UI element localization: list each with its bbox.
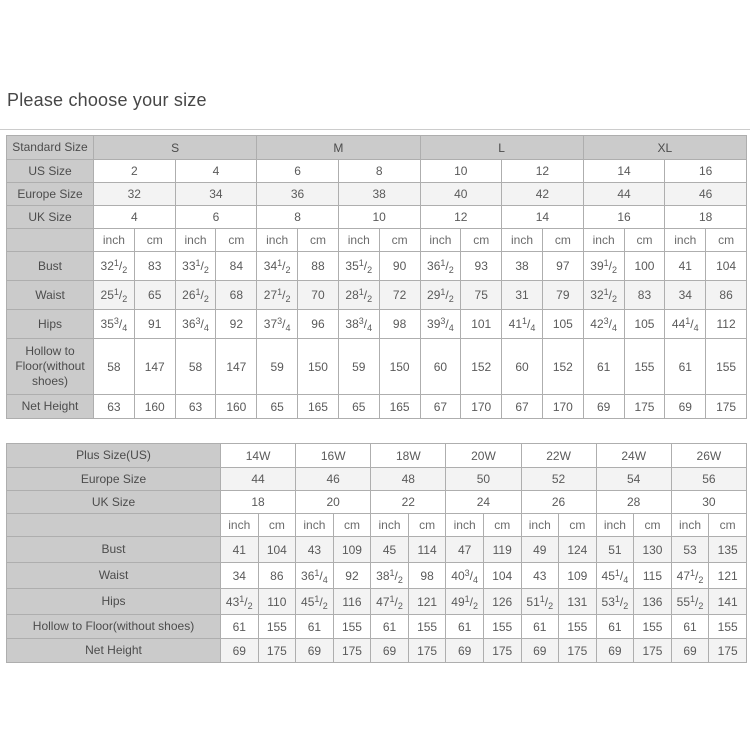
- value-cell: $25^1/_2$: [94, 281, 135, 310]
- value-cell: 115: [634, 563, 672, 589]
- row-label: Bust: [7, 537, 221, 563]
- value-cell: $45^1/_2$: [296, 589, 334, 615]
- value-cell: 109: [559, 563, 597, 589]
- value-cell: 116: [333, 589, 371, 615]
- value-cell: 160: [216, 395, 257, 419]
- value-cell: 61: [371, 615, 409, 639]
- unit-cell: inch: [94, 229, 135, 252]
- value-cell: 69: [583, 395, 624, 419]
- value-cell: 60: [420, 339, 461, 395]
- value-cell: 175: [483, 639, 521, 663]
- unit-cell: cm: [559, 514, 597, 537]
- value-cell: 69: [521, 639, 559, 663]
- value-cell: $39^1/_2$: [583, 252, 624, 281]
- measurement-row: [7, 615, 747, 639]
- value-cell: 136: [634, 589, 672, 615]
- value-cell: $38^1/_2$: [371, 563, 409, 589]
- unit-cell: cm: [408, 514, 446, 537]
- size-group-header: S: [94, 136, 257, 160]
- value-cell: $44^1/_4$: [665, 310, 706, 339]
- value-cell: 124: [559, 537, 597, 563]
- unit-cell: inch: [671, 514, 709, 537]
- row-label: UK Size: [7, 491, 221, 514]
- value-cell: 147: [134, 339, 175, 395]
- value-cell: $38^3/_4$: [338, 310, 379, 339]
- size-cell: 26: [521, 491, 596, 514]
- value-cell: 112: [706, 310, 747, 339]
- size-cell: 20: [296, 491, 371, 514]
- value-cell: $26^1/_2$: [175, 281, 216, 310]
- size-cell: 10: [420, 160, 502, 183]
- unit-cell: inch: [338, 229, 379, 252]
- value-cell: 150: [379, 339, 420, 395]
- value-cell: 67: [420, 395, 461, 419]
- value-cell: 110: [258, 589, 296, 615]
- value-cell: 104: [706, 252, 747, 281]
- size-row: [7, 183, 747, 206]
- value-cell: 141: [709, 589, 747, 615]
- row-label: Net Height: [7, 639, 221, 663]
- unit-cell: cm: [379, 229, 420, 252]
- value-cell: 41: [221, 537, 259, 563]
- value-cell: 61: [583, 339, 624, 395]
- value-cell: $33^1/_2$: [175, 252, 216, 281]
- value-cell: 155: [483, 615, 521, 639]
- value-cell: 67: [502, 395, 543, 419]
- unit-cell: cm: [333, 514, 371, 537]
- row-label: UK Size: [7, 206, 94, 229]
- value-cell: 60: [502, 339, 543, 395]
- value-cell: $39^3/_4$: [420, 310, 461, 339]
- size-cell: 8: [257, 206, 339, 229]
- value-cell: 175: [709, 639, 747, 663]
- value-cell: 86: [258, 563, 296, 589]
- measurement-row: [7, 252, 747, 281]
- value-cell: 175: [634, 639, 672, 663]
- size-cell: 30: [671, 491, 746, 514]
- standard-size-table: [6, 135, 747, 419]
- value-cell: 72: [379, 281, 420, 310]
- value-cell: 83: [134, 252, 175, 281]
- unit-cell: inch: [371, 514, 409, 537]
- value-cell: 84: [216, 252, 257, 281]
- value-cell: 61: [671, 615, 709, 639]
- value-cell: 126: [483, 589, 521, 615]
- measurement-row: [7, 339, 747, 395]
- measurement-row: [7, 395, 747, 419]
- size-cell: 16: [665, 160, 747, 183]
- value-cell: 61: [665, 339, 706, 395]
- value-cell: 104: [258, 537, 296, 563]
- size-cell: 44: [221, 468, 296, 491]
- value-cell: 152: [542, 339, 583, 395]
- size-cell: 28: [596, 491, 671, 514]
- value-cell: 104: [483, 563, 521, 589]
- value-cell: $41^1/_4$: [502, 310, 543, 339]
- value-cell: 43: [296, 537, 334, 563]
- value-cell: 61: [221, 615, 259, 639]
- size-group-header: 16W: [296, 444, 371, 468]
- value-cell: 165: [379, 395, 420, 419]
- value-cell: 90: [379, 252, 420, 281]
- size-cell: 50: [446, 468, 521, 491]
- unit-cell: inch: [257, 229, 298, 252]
- size-group-header: 20W: [446, 444, 521, 468]
- size-cell: 34: [175, 183, 257, 206]
- value-cell: $32^1/_2$: [94, 252, 135, 281]
- unit-cell: cm: [258, 514, 296, 537]
- size-cell: 10: [338, 206, 420, 229]
- unit-cell: cm: [706, 229, 747, 252]
- value-cell: $55^1/_2$: [671, 589, 709, 615]
- size-group-header: 24W: [596, 444, 671, 468]
- value-cell: 101: [461, 310, 502, 339]
- unit-cell: inch: [420, 229, 461, 252]
- value-cell: 114: [408, 537, 446, 563]
- table-corner-label: Plus Size(US): [7, 444, 221, 468]
- value-cell: $40^3/_4$: [446, 563, 484, 589]
- value-cell: 152: [461, 339, 502, 395]
- value-cell: 49: [521, 537, 559, 563]
- value-cell: 83: [624, 281, 665, 310]
- value-cell: 69: [371, 639, 409, 663]
- value-cell: 59: [338, 339, 379, 395]
- value-cell: 69: [596, 639, 634, 663]
- value-cell: 70: [298, 281, 339, 310]
- value-cell: 121: [709, 563, 747, 589]
- unit-row: [7, 229, 747, 252]
- unit-row-label: [7, 229, 94, 252]
- value-cell: $42^3/_4$: [583, 310, 624, 339]
- size-cell: 12: [502, 160, 584, 183]
- size-group-header: 14W: [221, 444, 296, 468]
- size-cell: 46: [296, 468, 371, 491]
- value-cell: 61: [446, 615, 484, 639]
- value-cell: 63: [175, 395, 216, 419]
- value-cell: 68: [216, 281, 257, 310]
- value-cell: 92: [216, 310, 257, 339]
- row-label: Bust: [7, 252, 94, 281]
- value-cell: $51^1/_2$: [521, 589, 559, 615]
- value-cell: $29^1/_2$: [420, 281, 461, 310]
- value-cell: $49^1/_2$: [446, 589, 484, 615]
- value-cell: $53^1/_2$: [596, 589, 634, 615]
- value-cell: 59: [257, 339, 298, 395]
- value-cell: 75: [461, 281, 502, 310]
- size-cell: 36: [257, 183, 339, 206]
- value-cell: 86: [706, 281, 747, 310]
- value-cell: 105: [624, 310, 665, 339]
- unit-cell: cm: [134, 229, 175, 252]
- value-cell: 155: [333, 615, 371, 639]
- value-cell: 121: [408, 589, 446, 615]
- value-cell: 69: [665, 395, 706, 419]
- value-cell: 135: [709, 537, 747, 563]
- size-cell: 40: [420, 183, 502, 206]
- value-cell: 92: [333, 563, 371, 589]
- size-cell: 18: [221, 491, 296, 514]
- value-cell: 65: [257, 395, 298, 419]
- value-cell: $43^1/_2$: [221, 589, 259, 615]
- value-cell: 91: [134, 310, 175, 339]
- value-cell: 175: [408, 639, 446, 663]
- page-title: Please choose your size: [7, 90, 207, 110]
- value-cell: 170: [461, 395, 502, 419]
- value-cell: 47: [446, 537, 484, 563]
- value-cell: 58: [94, 339, 135, 395]
- value-cell: 38: [502, 252, 543, 281]
- value-cell: 93: [461, 252, 502, 281]
- value-cell: 61: [596, 615, 634, 639]
- value-cell: 31: [502, 281, 543, 310]
- value-cell: 155: [408, 615, 446, 639]
- value-cell: $47^1/_2$: [371, 589, 409, 615]
- value-cell: 147: [216, 339, 257, 395]
- unit-cell: cm: [624, 229, 665, 252]
- size-cell: 8: [338, 160, 420, 183]
- unit-cell: inch: [221, 514, 259, 537]
- header-row: [7, 136, 747, 160]
- value-cell: 175: [258, 639, 296, 663]
- row-label: Waist: [7, 281, 94, 310]
- value-cell: 63: [94, 395, 135, 419]
- unit-row: [7, 514, 747, 537]
- value-cell: 58: [175, 339, 216, 395]
- row-label: Hollow to Floor(without shoes): [7, 339, 94, 395]
- size-cell: 48: [371, 468, 446, 491]
- value-cell: 65: [134, 281, 175, 310]
- unit-cell: inch: [502, 229, 543, 252]
- value-cell: 155: [709, 615, 747, 639]
- value-cell: $35^3/_4$: [94, 310, 135, 339]
- unit-cell: cm: [542, 229, 583, 252]
- value-cell: 97: [542, 252, 583, 281]
- unit-cell: cm: [634, 514, 672, 537]
- unit-row-label: [7, 514, 221, 537]
- size-cell: 32: [94, 183, 176, 206]
- value-cell: 155: [634, 615, 672, 639]
- value-cell: $36^3/_4$: [175, 310, 216, 339]
- value-cell: $34^1/_2$: [257, 252, 298, 281]
- row-label: Hips: [7, 589, 221, 615]
- unit-cell: cm: [298, 229, 339, 252]
- value-cell: 175: [333, 639, 371, 663]
- row-label: Waist: [7, 563, 221, 589]
- size-cell: 22: [371, 491, 446, 514]
- size-group-header: 22W: [521, 444, 596, 468]
- value-cell: 41: [665, 252, 706, 281]
- value-cell: 100: [624, 252, 665, 281]
- value-cell: 79: [542, 281, 583, 310]
- value-cell: 155: [559, 615, 597, 639]
- value-cell: 175: [706, 395, 747, 419]
- value-cell: 69: [221, 639, 259, 663]
- table-corner-label: Standard Size: [7, 136, 94, 160]
- value-cell: 119: [483, 537, 521, 563]
- value-cell: 165: [298, 395, 339, 419]
- value-cell: $28^1/_2$: [338, 281, 379, 310]
- value-cell: $47^1/_2$: [671, 563, 709, 589]
- value-cell: $35^1/_2$: [338, 252, 379, 281]
- value-cell: 130: [634, 537, 672, 563]
- size-cell: 14: [583, 160, 665, 183]
- value-cell: 96: [298, 310, 339, 339]
- value-cell: 88: [298, 252, 339, 281]
- row-label: US Size: [7, 160, 94, 183]
- size-cell: 54: [596, 468, 671, 491]
- size-row: [7, 160, 747, 183]
- size-group-header: M: [257, 136, 420, 160]
- value-cell: 155: [706, 339, 747, 395]
- size-cell: 4: [94, 206, 176, 229]
- unit-cell: inch: [665, 229, 706, 252]
- measurement-row: [7, 589, 747, 615]
- value-cell: 98: [408, 563, 446, 589]
- value-cell: 69: [671, 639, 709, 663]
- row-label: Europe Size: [7, 183, 94, 206]
- value-cell: 98: [379, 310, 420, 339]
- value-cell: 69: [446, 639, 484, 663]
- size-cell: 24: [446, 491, 521, 514]
- size-cell: 18: [665, 206, 747, 229]
- unit-cell: cm: [461, 229, 502, 252]
- value-cell: 34: [665, 281, 706, 310]
- size-cell: 16: [583, 206, 665, 229]
- size-row: [7, 468, 747, 491]
- unit-cell: inch: [583, 229, 624, 252]
- value-cell: 45: [371, 537, 409, 563]
- value-cell: $32^1/_2$: [583, 281, 624, 310]
- value-cell: 175: [559, 639, 597, 663]
- size-cell: 14: [502, 206, 584, 229]
- size-cell: 38: [338, 183, 420, 206]
- size-row: [7, 206, 747, 229]
- size-cell: 12: [420, 206, 502, 229]
- unit-cell: inch: [521, 514, 559, 537]
- unit-cell: inch: [175, 229, 216, 252]
- header-row: [7, 444, 747, 468]
- divider: [0, 129, 750, 130]
- row-label: Net Height: [7, 395, 94, 419]
- value-cell: 109: [333, 537, 371, 563]
- value-cell: 105: [542, 310, 583, 339]
- value-cell: 175: [624, 395, 665, 419]
- value-cell: 150: [298, 339, 339, 395]
- measurement-row: [7, 639, 747, 663]
- size-cell: 42: [502, 183, 584, 206]
- value-cell: $27^1/_2$: [257, 281, 298, 310]
- row-label: Hollow to Floor(without shoes): [7, 615, 221, 639]
- measurement-row: [7, 281, 747, 310]
- value-cell: $36^1/_4$: [296, 563, 334, 589]
- size-cell: 4: [175, 160, 257, 183]
- size-cell: 2: [94, 160, 176, 183]
- value-cell: 43: [521, 563, 559, 589]
- value-cell: 61: [521, 615, 559, 639]
- value-cell: 51: [596, 537, 634, 563]
- value-cell: 131: [559, 589, 597, 615]
- value-cell: $37^3/_4$: [257, 310, 298, 339]
- value-cell: 155: [258, 615, 296, 639]
- unit-cell: cm: [709, 514, 747, 537]
- value-cell: 170: [542, 395, 583, 419]
- size-cell: 46: [665, 183, 747, 206]
- value-cell: 34: [221, 563, 259, 589]
- value-cell: $36^1/_2$: [420, 252, 461, 281]
- size-group-header: XL: [583, 136, 746, 160]
- unit-cell: inch: [596, 514, 634, 537]
- value-cell: 160: [134, 395, 175, 419]
- unit-cell: inch: [296, 514, 334, 537]
- size-cell: 56: [671, 468, 746, 491]
- measurement-row: [7, 537, 747, 563]
- unit-cell: cm: [216, 229, 257, 252]
- measurement-row: [7, 310, 747, 339]
- size-group-header: L: [420, 136, 583, 160]
- row-label: Hips: [7, 310, 94, 339]
- measurement-row: [7, 563, 747, 589]
- plus-size-table: [6, 443, 747, 663]
- row-label: Europe Size: [7, 468, 221, 491]
- size-group-header: 18W: [371, 444, 446, 468]
- size-cell: 6: [175, 206, 257, 229]
- size-row: [7, 491, 747, 514]
- value-cell: 61: [296, 615, 334, 639]
- value-cell: 53: [671, 537, 709, 563]
- size-cell: 44: [583, 183, 665, 206]
- value-cell: 69: [296, 639, 334, 663]
- value-cell: 65: [338, 395, 379, 419]
- unit-cell: inch: [446, 514, 484, 537]
- size-group-header: 26W: [671, 444, 746, 468]
- value-cell: $45^1/_4$: [596, 563, 634, 589]
- value-cell: 155: [624, 339, 665, 395]
- unit-cell: cm: [483, 514, 521, 537]
- size-cell: 6: [257, 160, 339, 183]
- size-cell: 52: [521, 468, 596, 491]
